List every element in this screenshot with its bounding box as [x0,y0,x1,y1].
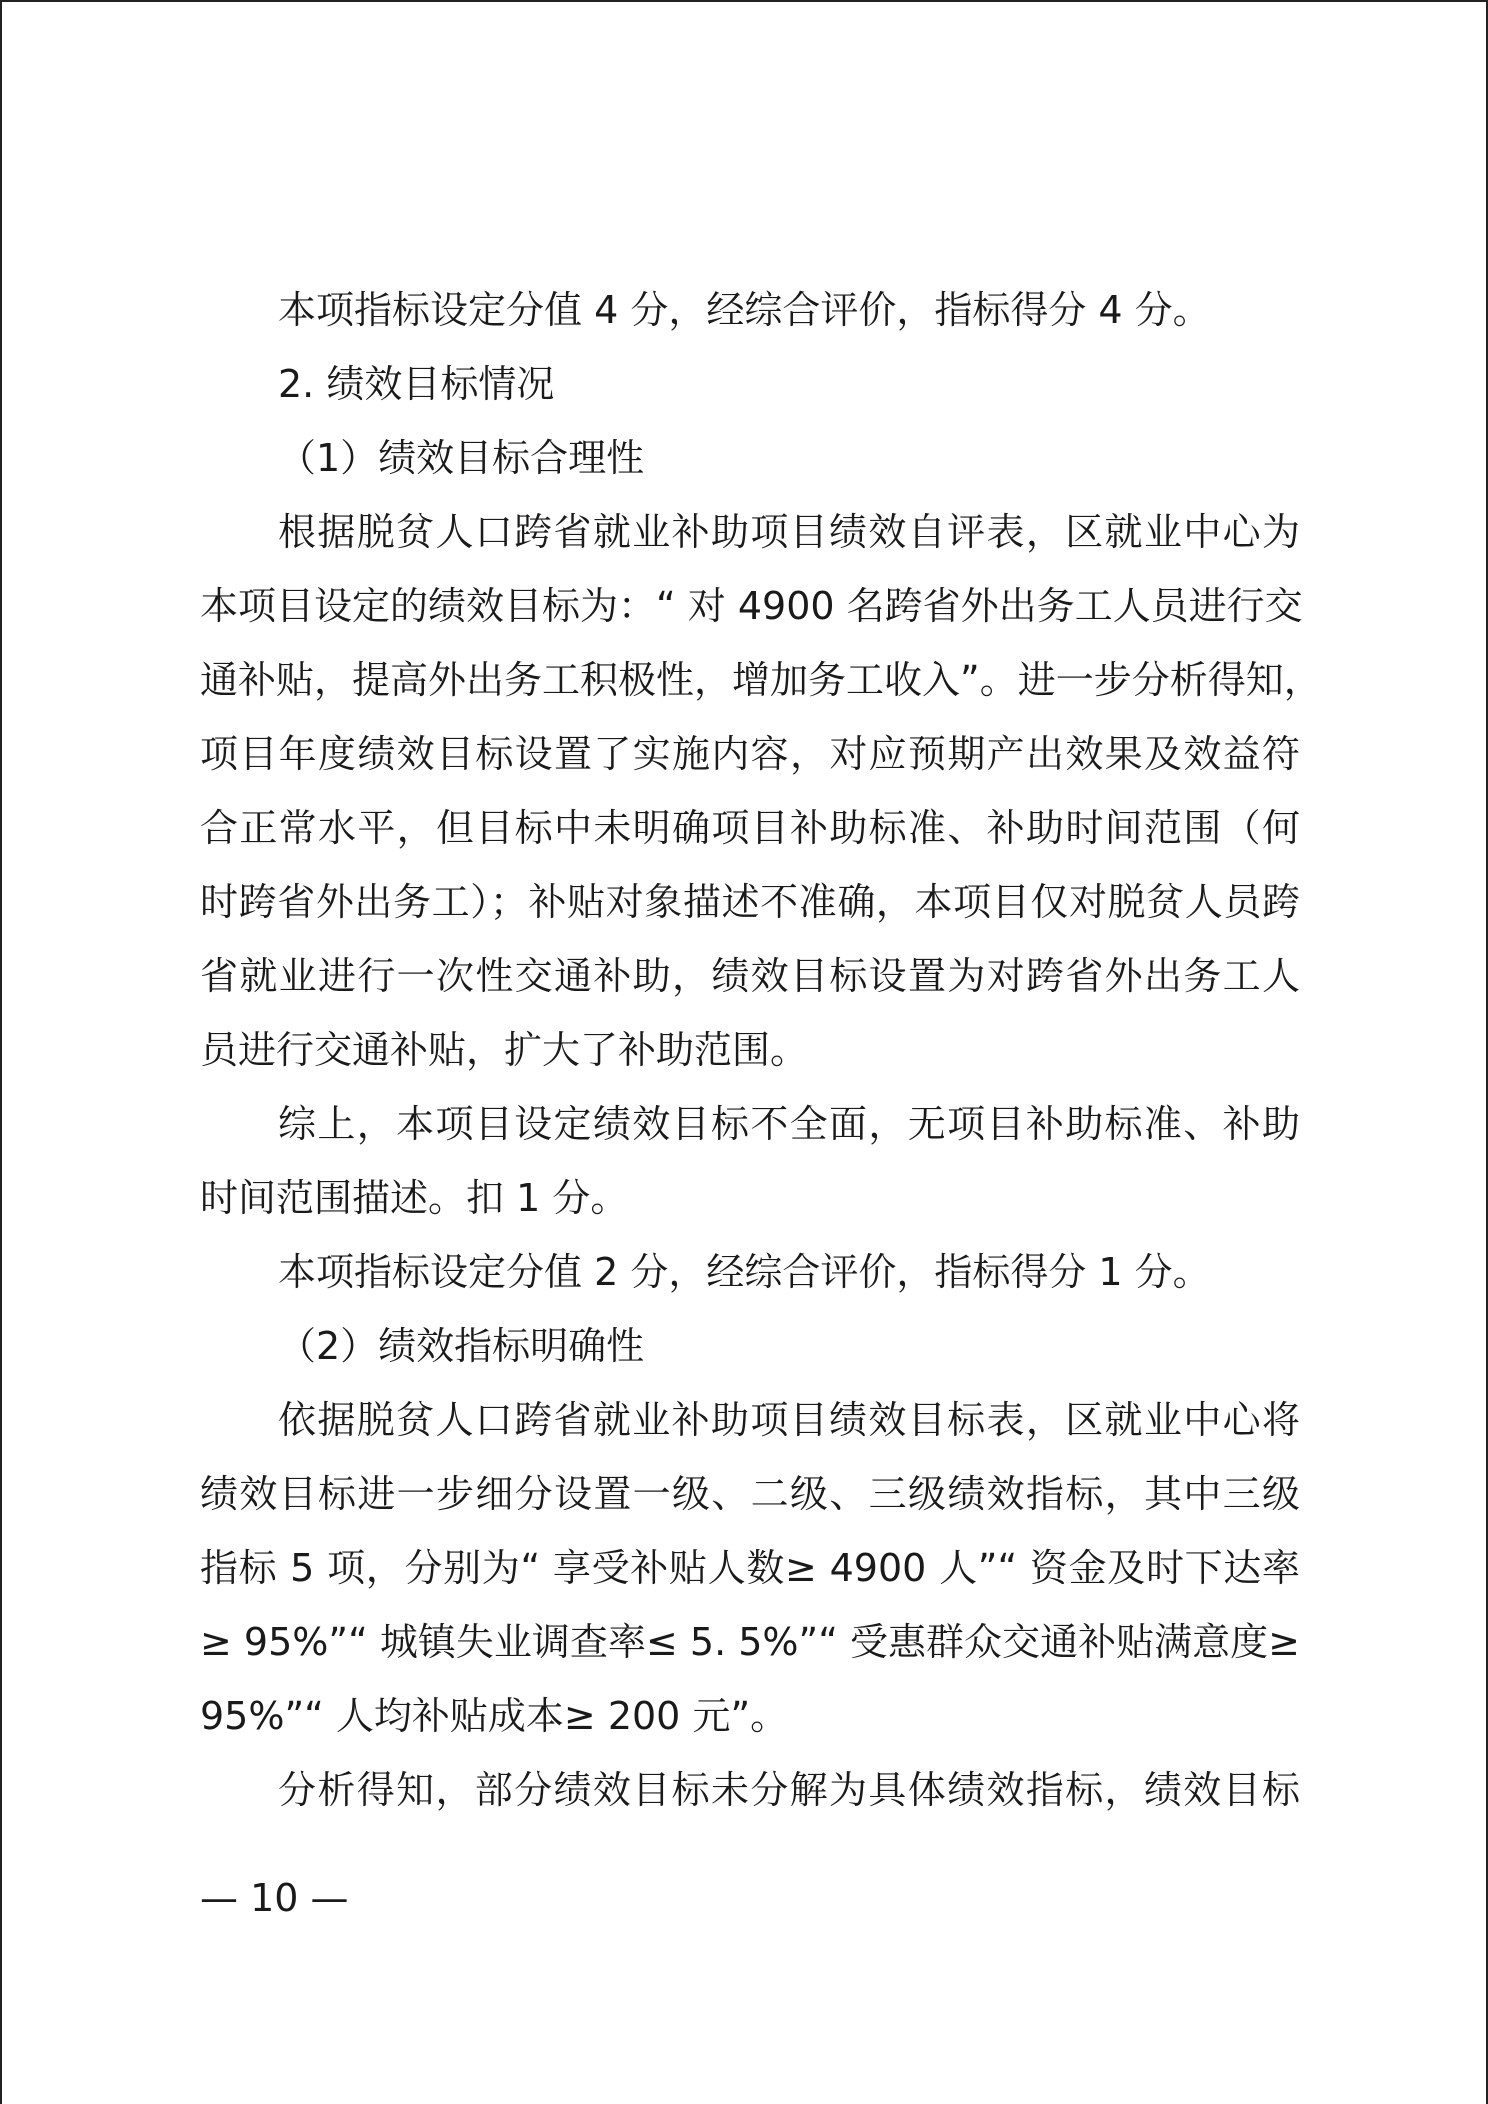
body-line: 分析得知，部分绩效目标未分解为具体绩效指标，绩效目标 [278,1768,1300,1812]
body-line: 合正常水平，但目标中未明确项目补助标准、补助时间范围（何 [200,806,1300,850]
body-line: 时间范围描述。扣 1 分。 [200,1176,629,1220]
body-line: 根据脱贫人口跨省就业补助项目绩效自评表，区就业中心为 [278,510,1300,554]
body-line: 项目年度绩效目标设置了实施内容，对应预期产出效果及效益符 [200,732,1300,776]
body-line: 省就业进行一次性交通补助，绩效目标设置为对跨省外出务工人 [200,954,1300,998]
subsection-heading: （1）绩效目标合理性 [278,436,645,480]
page-number: — 10 — [200,1876,349,1920]
body-line: 指标 5 项，分别为“ 享受补贴人数≥ 4900 人”“ 资金及时下达率 [200,1546,1300,1590]
body-line: 本项目设定的绩效目标为：“ 对 4900 名跨省外出务工人员进行交 [200,584,1303,628]
body-line: 95%”“ 人均补贴成本≥ 200 元”。 [200,1694,789,1738]
body-line: 员进行交通补贴，扩大了补助范围。 [200,1028,809,1072]
body-line: 绩效目标进一步细分设置一级、二级、三级绩效指标，其中三级 [200,1472,1300,1516]
body-line: 依据脱贫人口跨省就业补助项目绩效目标表，区就业中心将 [278,1398,1300,1442]
section-heading: 2. 绩效目标情况 [278,362,555,406]
body-line: 通补贴，提高外出务工积极性，增加务工收入”。进一步分析得知， [200,658,1322,702]
body-line: 综上，本项目设定绩效目标不全面，无项目补助标准、补助 [278,1102,1300,1146]
top-border [0,0,1488,2]
left-border [0,0,2,2104]
body-line: 本项指标设定分值 4 分，经综合评价，指标得分 4 分。 [278,288,1211,332]
body-line: ≥ 95%”“ 城镇失业调查率≤ 5. 5%”“ 受惠群众交通补贴满意度≥ [200,1620,1300,1664]
body-line: 本项指标设定分值 2 分，经综合评价，指标得分 1 分。 [278,1250,1211,1294]
subsection-heading: （2）绩效指标明确性 [278,1324,645,1368]
body-line: 时跨省外出务工）；补贴对象描述不准确，本项目仅对脱贫人员跨 [200,880,1300,924]
